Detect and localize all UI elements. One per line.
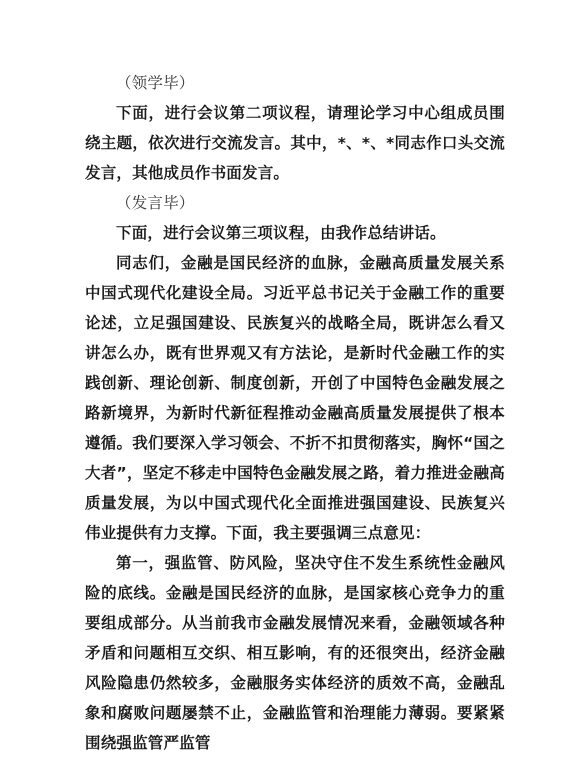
paragraph-summary-speech: 同志们，金融是国民经济的血脉，金融高质量发展关系中国式现代化建设全局。习近平总书记关于金融工作的重要论述，立足强国建设、民族复兴的战略全局，既讲怎么看又讲怎么办，既有世界观又有方法论，是新时代金融工作的实践创新、理论创新、制度创新，开创了中国特色金融发展之路新境界，为新时代新征程推动金融高质量发展提供了根本遵循。我们要深入学习领会、不折不扣贯彻落实，胸怀“国之大者”，坚定不移走中国特色金融发展之路，着力推进金融高质量发展，为以中国式现代化全面推进强国建设、民族复兴伟业提供有力支撑。下面，我主要强调三点意见： [85, 254, 505, 542]
paragraph-second-agenda: 下面，进行会议第二项议程，请理论学习中心组成员围绕主题，依次进行交流发言。其中，*、*、*同志作口头交流发言，其他成员作书面发言。 [85, 104, 505, 182]
stage-direction-reading-done: （领学毕） [116, 74, 195, 92]
paragraph-third-agenda: 下面，进行会议第三项议程，由我作总结讲话。 [116, 224, 446, 242]
stage-direction-speech-done: （发言毕） [116, 194, 195, 212]
document-body [85, 68, 505, 758]
paragraph-point-one: 第一，强监管、防风险，坚决守住不发生系统性金融风险的底线。金融是国民经济的血脉，是国家核心竞争力的重要组成部分。从当前我市金融发展情况来看，金融领域各种矛盾和问题相互交织、相互影响，有的还很突出，经济金融风险隐患仍然较多，金融服务实体经济的质效不高，金融乱象和腐败问题屡禁不止，金融监管和治理能力薄弱。要紧紧围绕强监管严监管 [85, 554, 505, 752]
